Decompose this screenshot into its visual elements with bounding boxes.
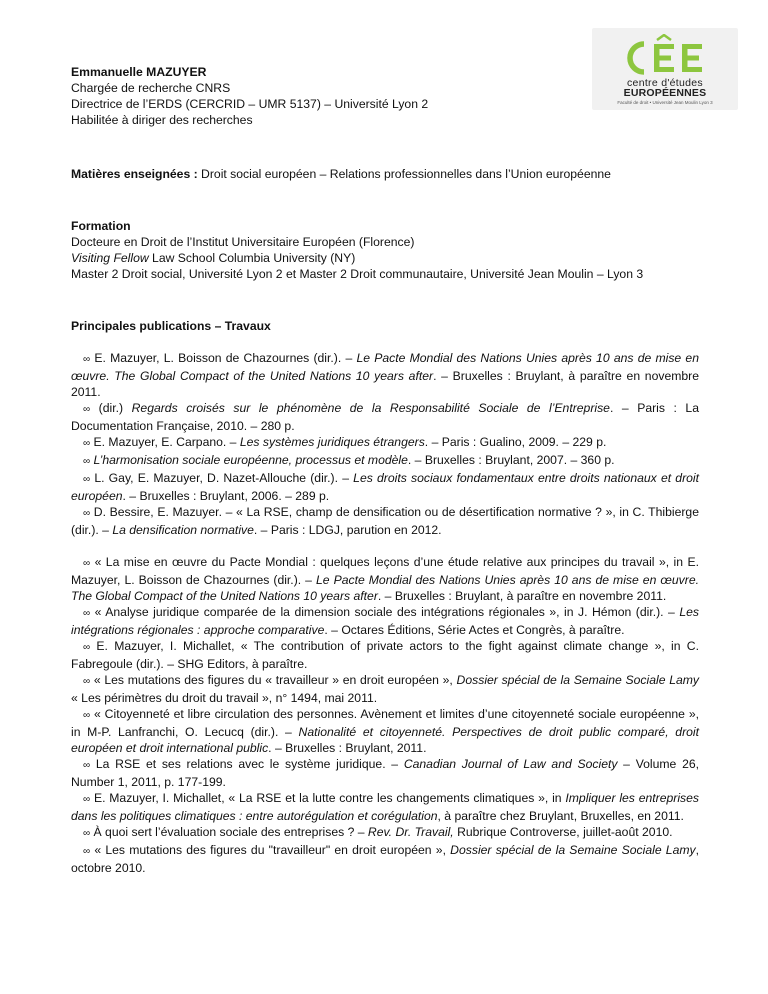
publication-text: . – Paris : La Documentation Française, 2010. – 280 p. <box>71 401 699 433</box>
publication-title: Le Pacte Mondial des Nations Unies après 10 ans de mise en œuvre. The Global Compact of the United Nations 10 years after <box>71 573 699 603</box>
publication-text: À quoi sert l’évaluation sociale des entreprises ? – <box>90 825 368 839</box>
formation-section <box>71 218 699 282</box>
publication-item <box>71 672 699 706</box>
logo-line-2: EUROPÉENNES <box>623 87 707 99</box>
formation-line: Docteure en Droit de l’Institut Universitaire Européen (Florence) <box>71 235 415 249</box>
publication-text: « La mise en œuvre du Pacte Mondial : quelques leçons d’une étude relative aux principes du travail », in E. Mazuyer, L. Boisson de Chazournes (dir.). – <box>71 555 699 587</box>
publication-text: . – Paris : LDGJ, parution en 2012. <box>253 523 442 537</box>
publication-title: Rev. Dr. Travail, <box>367 825 454 839</box>
publication-title: Les systèmes juridiques étrangers <box>239 435 425 449</box>
publication-title: Les intégrations régionales : approche comparative <box>71 605 699 637</box>
infinity-bullet-icon: ∞ <box>83 508 91 519</box>
publication-title: Les droits sociaux fondamentaux entre droits nationaux et droit européen <box>71 471 700 503</box>
logo-line-1: centre d'études <box>627 77 703 89</box>
publication-title: Nationalité et citoyenneté. Perspectives de droit public comparé, droit européen et droit international public <box>71 725 699 755</box>
publication-title: Dossier spécial de la Semaine Sociale Lamy <box>450 843 696 857</box>
publication-title: Impliquer les entreprises dans les politiques climatiques : entre autorégulation et corégulation <box>71 791 699 823</box>
publication-text: D. Bessire, E. Mazuyer. – « La RSE, champ de densification ou de désertification normative ? », in C. Thibierge (dir.). – <box>71 505 699 537</box>
publication-item <box>71 706 699 756</box>
header-line: Directrice de l’ERDS (CERCRID – UMR 5137) – Université Lyon 2 <box>71 97 429 111</box>
infinity-bullet-icon: ∞ <box>83 558 91 569</box>
formation-text: Law School Columbia University (NY) <box>148 251 356 265</box>
publication-text: E. Mazuyer, I. Michallet, « The contribution of private actors to the fight against climate change », in C. Fabregoule (dir.). – SHG Editors, à paraître. <box>71 639 699 671</box>
publication-text: « Citoyenneté et libre circulation des personnes. Avènement et limites d’une citoyenneté sociale européenne », in M-P. Lanfranchi, O. Lecucq (dir.). – <box>71 707 699 739</box>
publication-text: . – Paris : Gualino, 2009. – 229 p. <box>424 435 607 449</box>
publications-list-books <box>71 350 699 538</box>
publication-item <box>71 842 699 876</box>
publication-title: Canadian Journal of Law and Society <box>403 757 618 771</box>
infinity-bullet-icon: ∞ <box>83 794 91 805</box>
publication-item <box>71 790 699 824</box>
publication-text: – Volume 26, Number 1, 2011, p. 177-199. <box>71 757 700 789</box>
publication-title: La densification normative <box>112 523 254 537</box>
publication-text: , octobre 2010. <box>71 843 700 875</box>
publication-item <box>71 638 699 672</box>
infinity-bullet-icon: ∞ <box>83 438 91 449</box>
publication-text: « Les mutations des figures du "travailleur" en droit européen », <box>90 843 451 857</box>
publications-list-articles <box>71 554 699 876</box>
publication-item <box>71 350 699 400</box>
publication-item <box>71 470 699 504</box>
publication-text: . – Octares Éditions, Série Actes et Congrès, à paraître. <box>324 623 625 637</box>
publication-item <box>71 756 699 790</box>
publication-text: , à paraître chez Bruylant, Bruxelles, en 2011. <box>437 809 684 823</box>
publication-text: . – Bruxelles : Bruylant, 2006. – 289 p. <box>122 489 330 503</box>
publication-item <box>71 452 699 470</box>
infinity-bullet-icon: ∞ <box>83 710 91 721</box>
infinity-bullet-icon: ∞ <box>83 676 91 687</box>
publications-title: Principales publications – Travaux <box>71 319 271 333</box>
matieres-label: Matières enseignées : <box>71 167 198 181</box>
formation-line: Master 2 Droit social, Université Lyon 2 et Master 2 Droit communautaire, Université Jean Moulin – Lyon 3 <box>71 267 644 281</box>
infinity-bullet-icon: ∞ <box>83 474 91 485</box>
publication-text: (dir.) <box>90 401 132 415</box>
publication-title: Le Pacte Mondial des Nations Unies après 10 ans de mise en œuvre. The Global Compact of the United Nations 10 years after <box>71 351 699 383</box>
infinity-bullet-icon: ∞ <box>83 456 91 467</box>
publication-item <box>71 604 699 638</box>
publication-title: L’harmonisation sociale européenne, processus et modèle <box>93 453 408 467</box>
publication-text: L. Gay, E. Mazuyer, D. Nazet-Allouche (dir.). – <box>90 471 354 485</box>
publication-item <box>71 434 699 452</box>
infinity-bullet-icon: ∞ <box>83 642 91 653</box>
cv-document <box>71 64 699 876</box>
matieres-line <box>71 166 699 182</box>
publication-item <box>71 400 699 434</box>
publication-item <box>71 554 699 604</box>
publication-text: . – Bruxelles : Bruylant, 2011. <box>268 741 427 755</box>
publication-item <box>71 824 699 842</box>
publication-text: « Les mutations des figures du « travailleur » en droit européen », <box>90 673 457 687</box>
publication-item <box>71 504 699 538</box>
infinity-bullet-icon: ∞ <box>83 846 91 857</box>
infinity-bullet-icon: ∞ <box>83 404 91 415</box>
publication-text: E. Mazuyer, L. Boisson de Chazournes (dir.). – <box>90 351 357 365</box>
publication-text: . – Bruxelles : Bruylant, 2007. – 360 p. <box>407 453 615 467</box>
header-line: Chargée de recherche CNRS <box>71 81 231 95</box>
infinity-bullet-icon: ∞ <box>83 828 91 839</box>
publication-title: Regards croisés sur le phénomène de la Responsabilité Sociale de l’Entreprise <box>131 401 610 415</box>
publication-text: La RSE et ses relations avec le système juridique. – <box>90 757 404 771</box>
infinity-bullet-icon: ∞ <box>83 354 91 365</box>
header-block <box>71 64 699 128</box>
author-name: Emmanuelle MAZUYER <box>71 65 207 79</box>
publication-text: . – Bruxelles : Bruylant, à paraître en novembre 2011. <box>71 369 700 399</box>
logo-line-3: Faculté de droit • Université Jean Moulin Lyon 3 <box>617 100 713 105</box>
formation-italic: Visiting Fellow <box>71 251 149 265</box>
matieres-text: Droit social européen – Relations professionnelles dans l’Union européenne <box>197 167 611 181</box>
publication-text: E. Mazuyer, I. Michallet, « La RSE et la lutte contre les changements climatiques », in <box>90 791 566 805</box>
header-line: Habilitée à diriger des recherches <box>71 113 253 127</box>
publication-title: Dossier spécial de la Semaine Sociale Lamy <box>456 673 700 687</box>
publication-text: « Les périmètres du droit du travail », n° 1494, mai 2011. <box>71 691 378 705</box>
infinity-bullet-icon: ∞ <box>83 608 91 619</box>
publication-text: « Analyse juridique comparée de la dimension sociale des intégrations régionales », in J. Hémon (dir.). – <box>90 605 680 619</box>
infinity-bullet-icon: ∞ <box>83 760 91 771</box>
publication-text: . – Bruxelles : Bruylant, à paraître en novembre 2011. <box>377 589 667 603</box>
publication-text: E. Mazuyer, E. Carpano. – <box>90 435 240 449</box>
formation-title: Formation <box>71 219 131 233</box>
publication-text: Rubrique Controverse, juillet-août 2010. <box>453 825 673 839</box>
formation-line <box>71 250 699 266</box>
